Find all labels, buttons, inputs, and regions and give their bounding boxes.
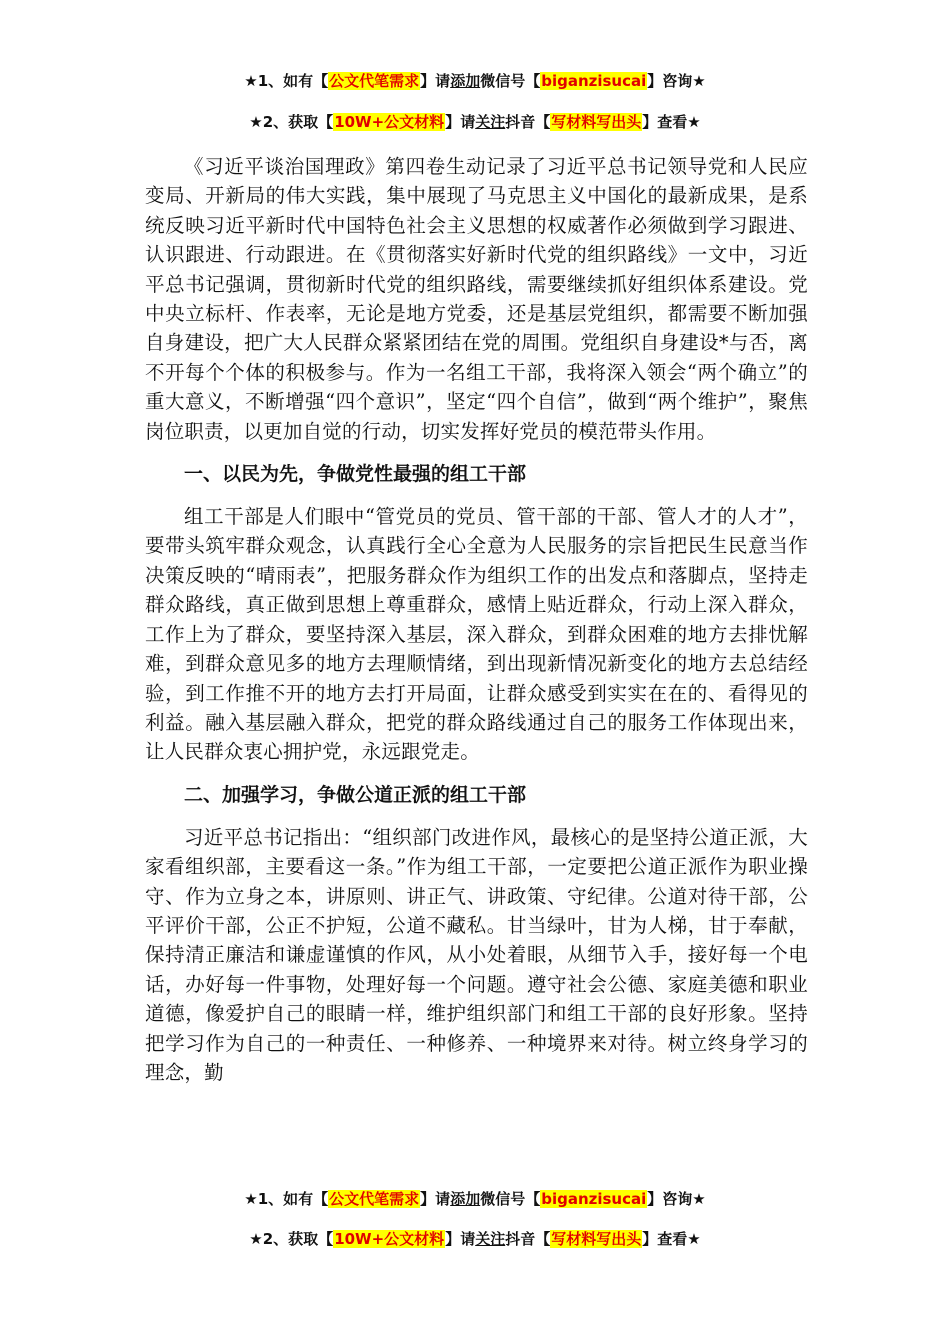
banner-text: 抖音【 — [505, 1230, 551, 1248]
banner-text: ★1、如有【 — [244, 72, 329, 90]
banner-underlined-text: 添加 — [450, 1190, 481, 1208]
banner-underlined-text: 添加 — [450, 72, 481, 90]
banner-text: 】咨询★ — [647, 72, 706, 90]
banner-highlight-wechat-id: biganzisucai — [541, 1190, 647, 1208]
banner-highlight-douyin-id: 写材料写出头 — [551, 113, 642, 131]
banner-text: 抖音【 — [505, 113, 551, 131]
banner-text: 微信号【 — [480, 72, 541, 90]
header-banner-line-1 — [0, 70, 950, 91]
banner-text: 微信号【 — [480, 1190, 541, 1208]
intro-paragraph: 《习近平谈治国理政》第四卷生动记录了习近平总书记领导党和人民应变局、开新局的伟大实践，集中展现了马克思主义中国化的最新成果，是系统反映习近平新时代中国特色社会主义思想的权威著作必须做到学习跟进、认识跟进、行动跟进。在《贯彻落实好新时代党的组织路线》一文中，习近平总书记强调，贯彻新时代党的组织路线，需要继续抓好组织体系建设。党中央立标杆、作表率，无论是地方党委，还是基层党组织，都需要不断加强自身建设，把广大人民群众紧紧团结在党的周围。党组织自身建设*与否，离不开每个个体的积极参与。作为一名组工干部，我将深入领会“两个确立”的重大意义，不断增强“四个意识”，坚定“四个自信”，做到“两个维护”，聚焦岗位职责，以更加自觉的行动，切实发挥好党员的模范带头作用。 — [145, 155, 808, 443]
banner-highlight: 公文代笔需求 — [329, 72, 420, 90]
banner-text: 】查看★ — [642, 1230, 701, 1248]
footer-banner-line-1 — [0, 1188, 950, 1209]
banner-highlight: 10W+公文材料 — [334, 1230, 445, 1248]
banner-text: 】请 — [420, 1190, 451, 1208]
footer-banner-line-2 — [0, 1228, 950, 1249]
banner-text: ★1、如有【 — [244, 1190, 329, 1208]
banner-underlined-text: 关注 — [475, 113, 506, 131]
banner-highlight-douyin-id: 写材料写出头 — [551, 1230, 642, 1248]
banner-text: ★2、获取【 — [249, 1230, 334, 1248]
banner-text: 】查看★ — [642, 113, 701, 131]
header-banner-line-2 — [0, 111, 950, 132]
banner-text: 】请 — [445, 113, 476, 131]
banner-text: 】请 — [445, 1230, 476, 1248]
banner-text: 】咨询★ — [647, 1190, 706, 1208]
banner-text: 】请 — [420, 72, 451, 90]
section-1-paragraph: 组工干部是人们眼中“管党员的党员、管干部的干部、管人才的人才”，要带头筑牢群众观念，认真践行全心全意为人民服务的宗旨把民生民意当作决策反映的“晴雨表”，把服务群众作为组织工作的出发点和落脚点，坚持走群众路线，真正做到思想上尊重群众，感情上贴近群众，行动上深入群众，工作上为了群众，要坚持深入基层，深入群众，到群众困难的地方去排忧解难，到群众意见多的地方去理顺情绪，到出现新情况新变化的地方去总结经验，到工作推不开的地方去打开局面，让群众感受到实实在在的、看得见的利益。融入基层融入群众，把党的群众路线通过自己的服务工作体现出来，让人民群众衷心拥护党，永远跟党走。 — [145, 505, 808, 764]
section-2-paragraph: 习近平总书记指出：“组织部门改进作风，最核心的是坚持公道正派，大家看组织部，主要看这一条。”作为组工干部，一定要把公道正派作为职业操守、作为立身之本，讲原则、讲正气、讲政策、守纪律。公道对待干部，公平评价干部，公正不护短，公道不藏私。甘当绿叶，甘为人梯，甘于奉献，保持清正廉洁和谦虚谨慎的作风，从小处着眼，从细节入手，接好每一个电话，办好每一件事物，处理好每一个问题。遵守社会公德、家庭美德和职业道德，像爱护自己的眼睛一样，维护组织部门和组工干部的良好形象。坚持把学习作为自己的一种责任、一种修养、一种境界来对待。树立终身学习的理念，勤 — [145, 825, 808, 1084]
banner-highlight: 公文代笔需求 — [329, 1190, 420, 1208]
section-2-heading: 二、加强学习，争做公道正派的组工干部 — [184, 783, 527, 806]
section-1-heading: 一、以民为先，争做党性最强的组工干部 — [184, 463, 527, 486]
document-body — [145, 152, 808, 1087]
banner-text: ★2、获取【 — [249, 113, 334, 131]
banner-underlined-text: 关注 — [475, 1230, 506, 1248]
banner-highlight-wechat-id: biganzisucai — [541, 72, 647, 90]
banner-highlight: 10W+公文材料 — [334, 113, 445, 131]
